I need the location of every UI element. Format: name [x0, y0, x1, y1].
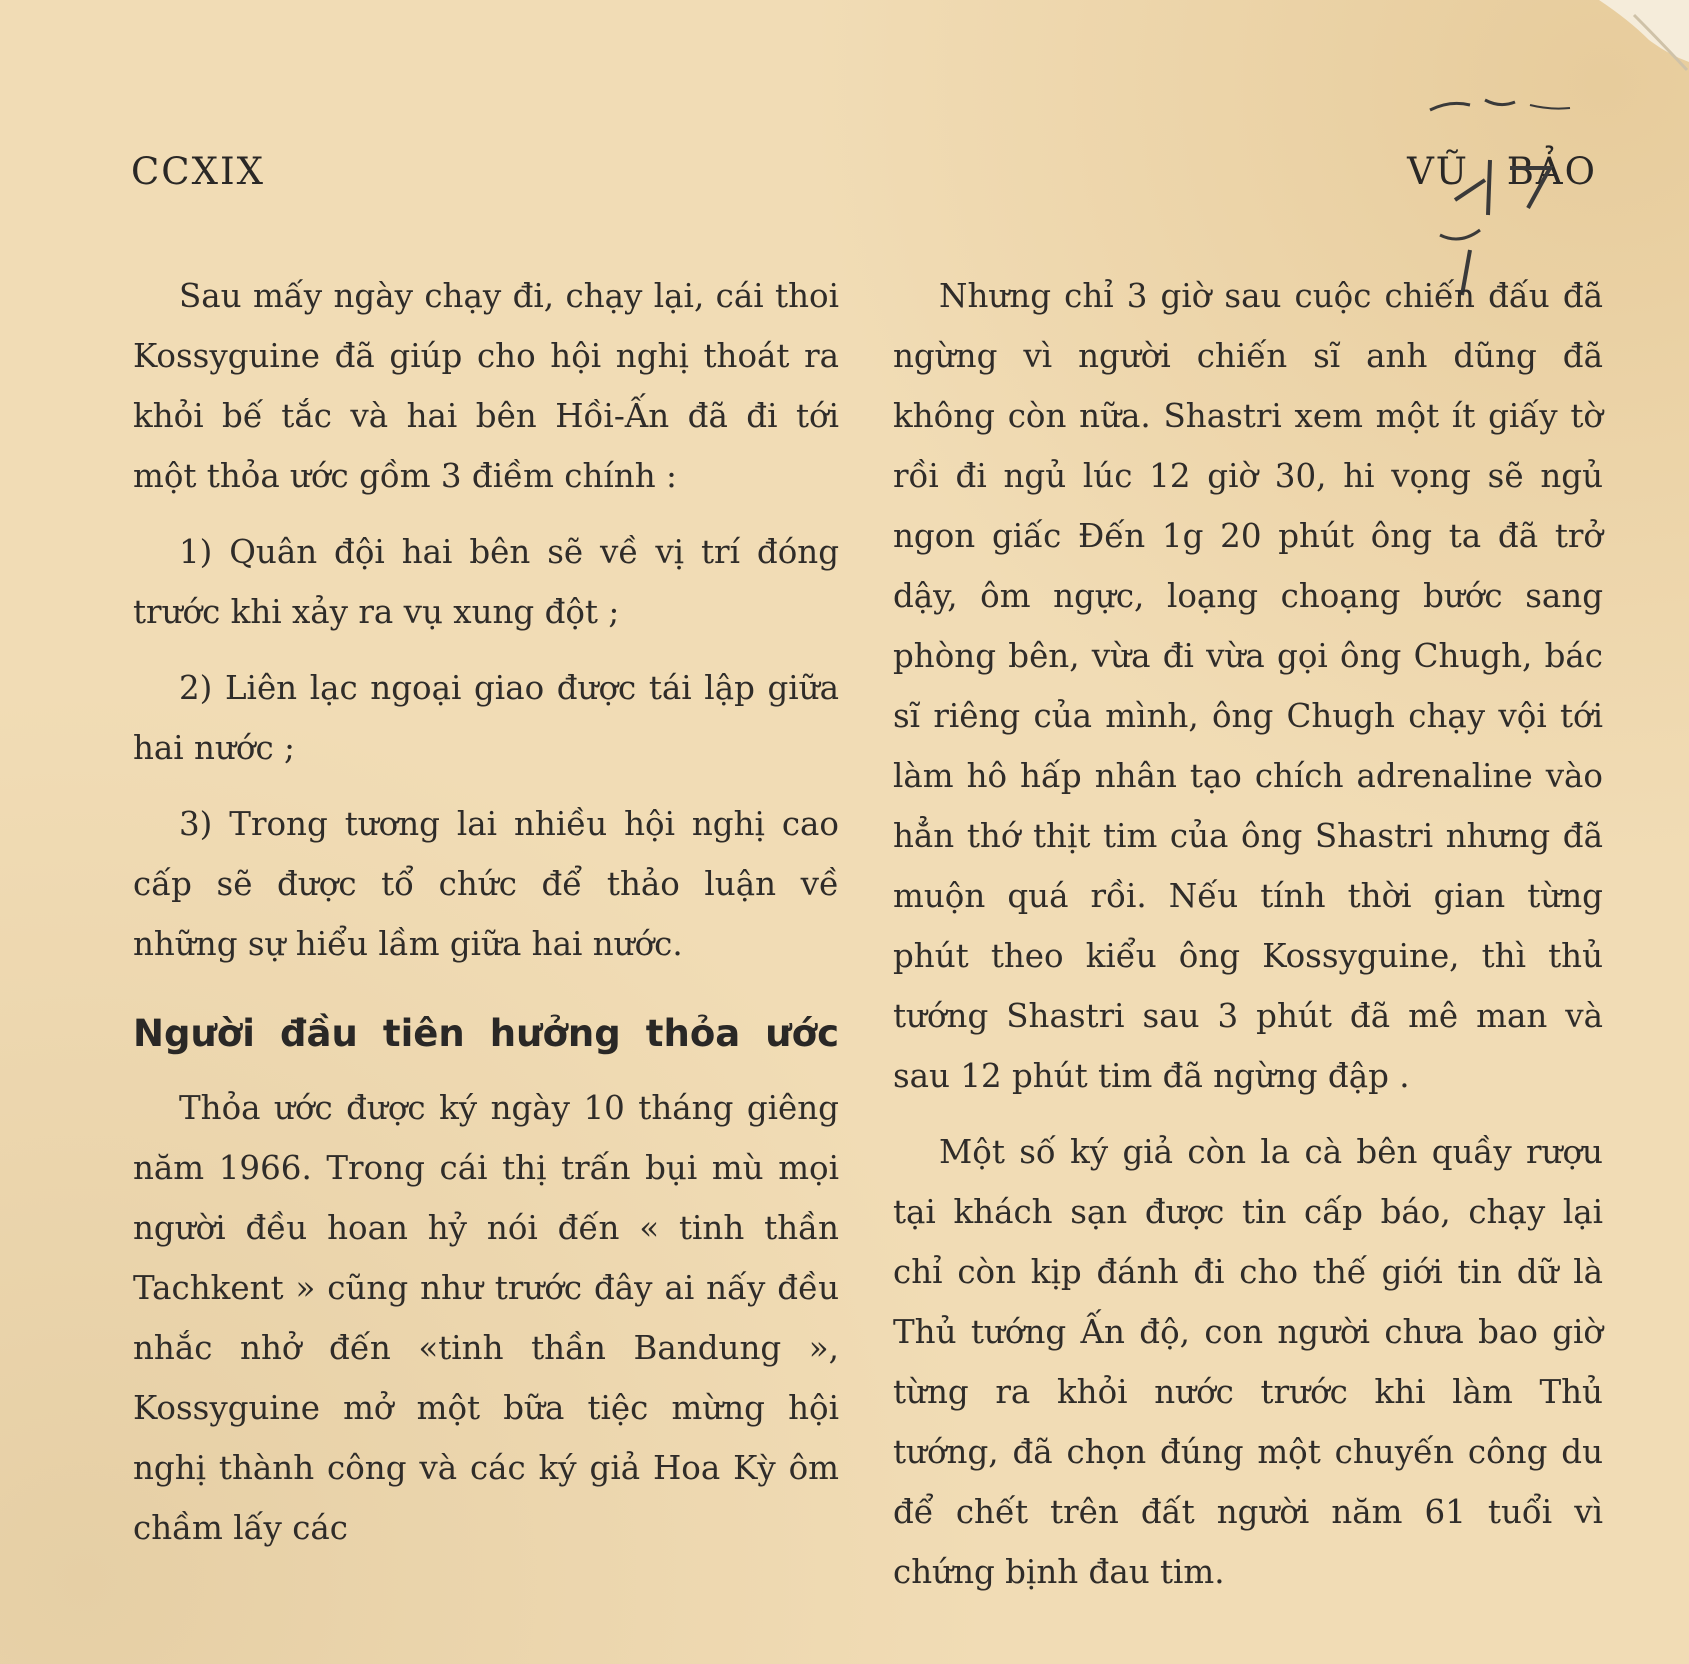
agreement-point-1: 1) Quân đội hai bên sẽ về vị trí đóng trước khi xảy ra vụ xung đột ; [133, 533, 839, 631]
section-paragraph: Thỏa ước được ký ngày 10 tháng giêng năm 1966. Trong cái thị trấn bụi mù mọi người đều hoan hỷ nói đến « tinh thần Tachkent » cũng như trước đây ai nấy đều nhắc nhở đến «tinh thần Bandung », Kossyguine mở một bữa tiệc mừng hội nghị thành công và các ký giả Hoa Kỳ ôm chầm lấy các [133, 1089, 839, 1547]
agreement-point-3: 3) Trong tương lai nhiều hội nghị cao cấp sẽ được tổ chức để thảo luận về những sự hiểu lầm giữa hai nước. [133, 805, 839, 963]
folio-number: CCXIX [131, 150, 265, 193]
left-column [133, 266, 839, 1558]
intro-paragraph: Sau mấy ngày chạy đi, chạy lại, cái thoi Kossyguine đã giúp cho hội nghị thoát ra khỏi bế tắc và hai bên Hồi-Ấn đã đi tới một thỏa ước gồm 3 điềm chính : [133, 277, 839, 495]
right-paragraph-1: Nhưng chỉ 3 giờ sau cuộc chiến đấu đã ngừng vì người chiến sĩ anh dũng đã không còn nữa. Shastri xem một ít giấy tờ rồi đi ngủ lúc 12 giờ 30, hi vọng sẽ ngủ ngon giấc Đến 1g 20 phút ông ta đã trở dậy, ôm ngực, loạng choạng bước sang phòng bên, vừa đi vừa gọi ông Chugh, bác sĩ riêng của mình, ông Chugh chạy vội tới làm hô hấp nhân tạo chích adrenaline vào hẳn thớ thịt tim của ông Shastri nhưng đã muộn quá rồi. Nếu tính thời gian từng phút theo kiểu ông Kossyguine, thì thủ tướng Shastri sau 3 phút đã mê man và sau 12 phút tim đã ngừng đập . [893, 277, 1603, 1095]
right-column [893, 266, 1603, 1602]
running-title: VŨ BẢO [1407, 150, 1597, 193]
right-paragraph-2: Một số ký giả còn la cà bên quầy rượu tại khách sạn được tin cấp báo, chạy lại chỉ còn kịp đánh đi cho thế giới tin dữ là Thủ tướng Ấn độ, con người chưa bao giờ từng ra khỏi nước trước khi làm Thủ tướng, đã chọn đúng một chuyến công du để chết trên đất người năm 61 tuổi vì chứng bịnh đau tim. [893, 1133, 1603, 1591]
section-heading: Người đầu tiên hưởng thỏa ước [133, 1012, 839, 1055]
agreement-point-2: 2) Liên lạc ngoại giao được tái lập giữa hai nước ; [133, 669, 839, 767]
